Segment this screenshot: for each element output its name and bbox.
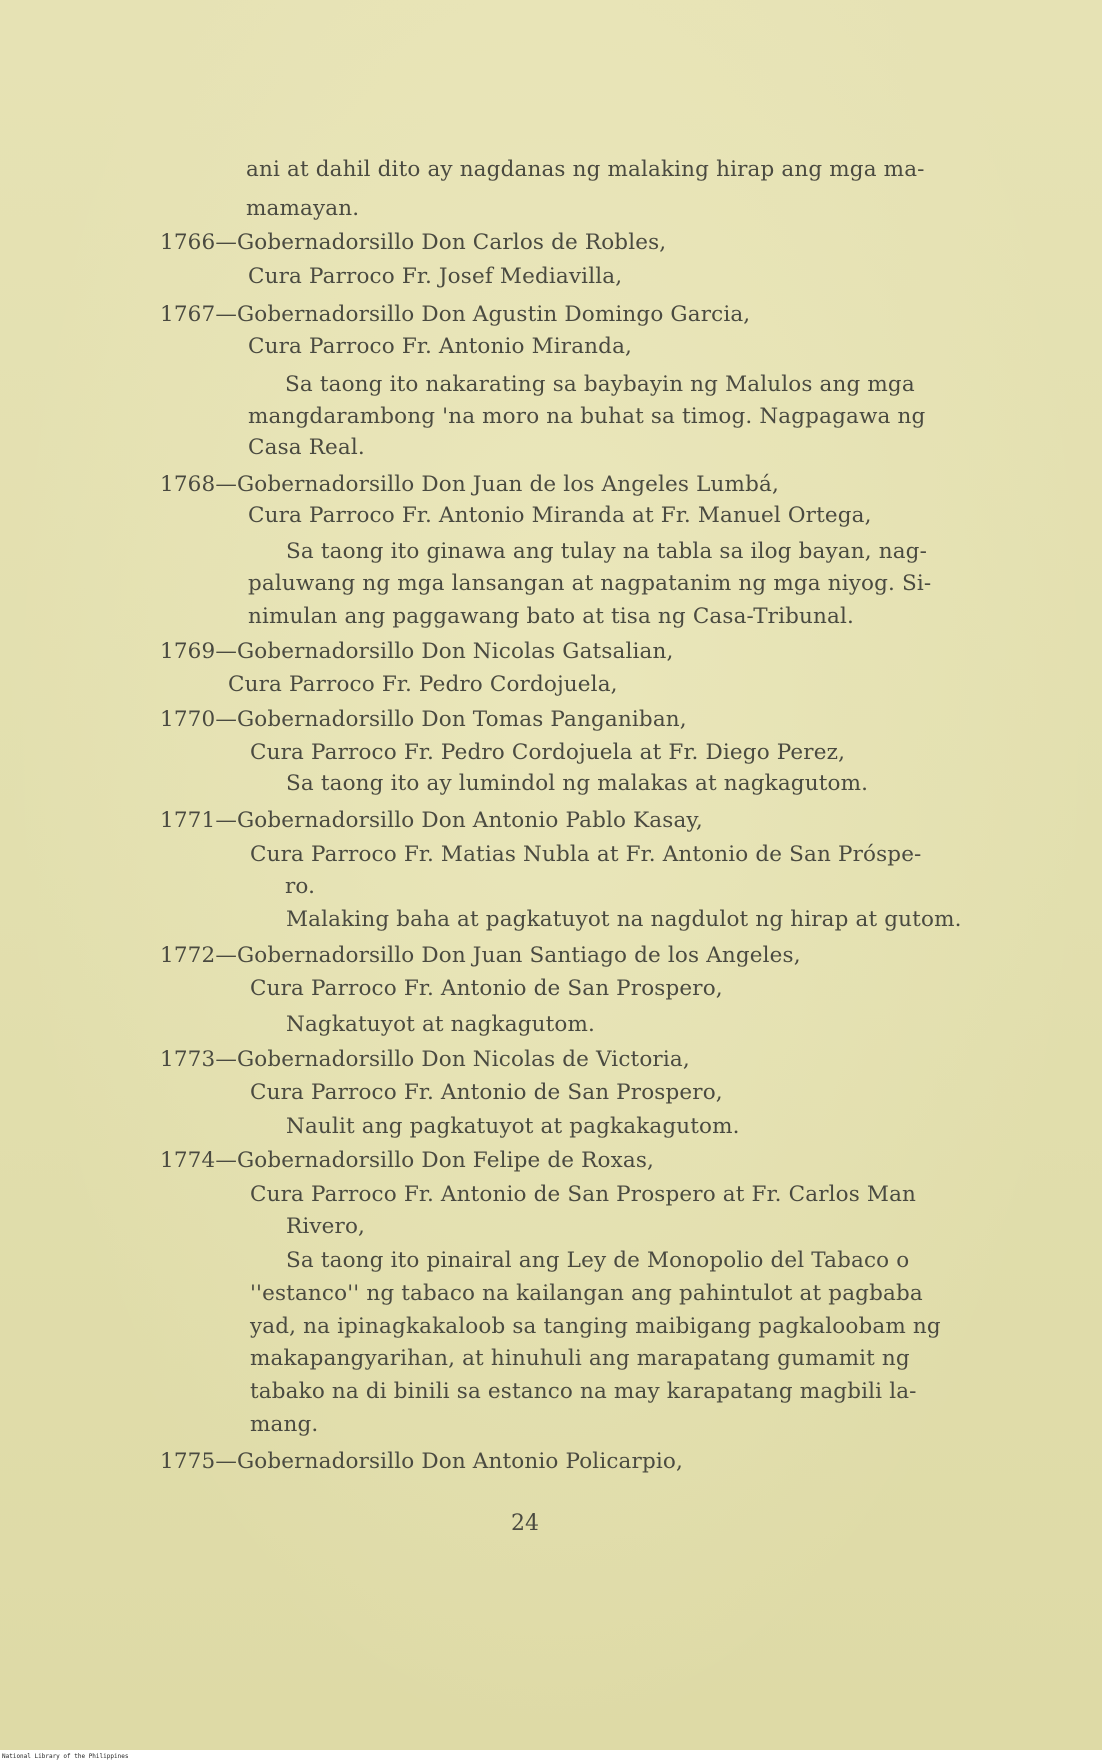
text-line: mang. [250, 1412, 319, 1437]
text-line: 1769—Gobernadorsillo Don Nicolas Gatsalian, [160, 639, 674, 664]
text-line: 1773—Gobernadorsillo Don Nicolas de Victoria, [160, 1047, 690, 1072]
text-line: ro. [285, 874, 316, 899]
text-line: 1770—Gobernadorsillo Don Tomas Panganiban, [160, 707, 687, 732]
text-line: Sa taong ito ay lumindol ng malakas at nagkagutom. [286, 771, 869, 796]
text-line: Cura Parroco Fr. Antonio de San Prospero, [250, 1080, 723, 1105]
text-line: Casa Real. [248, 435, 365, 460]
text-line: Sa taong ito nakarating sa baybayin ng Malulos ang mga [285, 372, 915, 397]
text-line: Cura Parroco Fr. Pedro Cordojuela, [228, 672, 618, 697]
text-line: 1768—Gobernadorsillo Don Juan de los Angeles Lumbá, [160, 472, 779, 497]
page-number: 24 [511, 1511, 539, 1536]
text-line: Rivero, [286, 1214, 366, 1239]
text-line: Cura Parroco Fr. Josef Mediavilla, [248, 264, 623, 289]
text-line: Naulit ang pagkatuyot at pagkakagutom. [286, 1114, 740, 1139]
text-line: makapangyarihan, at hinuhuli ang marapatang gumamit ng [250, 1346, 910, 1371]
text-line: Cura Parroco Fr. Antonio Miranda, [248, 334, 633, 359]
text-line: Cura Parroco Fr. Antonio de San Prospero, [250, 976, 723, 1001]
text-line: Cura Parroco Fr. Pedro Cordojuela at Fr. Diego Perez, [250, 740, 846, 765]
footer-credit: National Library of the Philippines [2, 1753, 129, 1760]
text-line: yad, na ipinagkakaloob sa tanging maibigang pagkaloobam ng [250, 1314, 941, 1339]
footer-bar [0, 1750, 1102, 1763]
text-line: 1775—Gobernadorsillo Don Antonio Policarpio, [160, 1449, 683, 1474]
text-line: mamayan. [246, 196, 360, 221]
text-line: 1766—Gobernadorsillo Don Carlos de Robles, [160, 230, 667, 255]
text-line: Malaking baha at pagkatuyot na nagdulot ng hirap at gutom. [286, 907, 962, 932]
text-line: ani at dahil dito ay nagdanas ng malaking hirap ang mga ma- [246, 157, 925, 182]
text-line: 1771—Gobernadorsillo Don Antonio Pablo Kasay, [160, 808, 703, 833]
text-line: paluwang ng mga lansangan at nagpatanim ng mga niyog. Si- [248, 571, 932, 596]
text-line: Cura Parroco Fr. Matias Nubla at Fr. Antonio de San Próspe- [250, 842, 922, 867]
text-line: mangdarambong 'na moro na buhat sa timog. Nagpagawa ng [248, 404, 926, 429]
text-line: 1772—Gobernadorsillo Don Juan Santiago de los Angeles, [160, 943, 801, 968]
text-line: Cura Parroco Fr. Antonio de San Prospero at Fr. Carlos Man [250, 1182, 917, 1207]
text-line: Cura Parroco Fr. Antonio Miranda at Fr. Manuel Ortega, [248, 503, 872, 528]
text-line: ''estanco'' ng tabaco na kailangan ang pahintulot at pagbaba [250, 1281, 923, 1306]
text-line: nimulan ang paggawang bato at tisa ng Casa-Tribunal. [248, 604, 855, 629]
text-line: 1774—Gobernadorsillo Don Felipe de Roxas, [160, 1148, 655, 1173]
text-line: tabako na di binili sa estanco na may karapatang magbili la- [250, 1379, 917, 1404]
text-line: Nagkatuyot at nagkagutom. [286, 1012, 596, 1037]
text-line: Sa taong ito pinairal ang Ley de Monopolio del Tabaco o [286, 1248, 910, 1273]
text-line: Sa taong ito ginawa ang tulay na tabla sa ilog bayan, nag- [286, 539, 927, 564]
text-line: 1767—Gobernadorsillo Don Agustin Domingo Garcia, [160, 302, 751, 327]
